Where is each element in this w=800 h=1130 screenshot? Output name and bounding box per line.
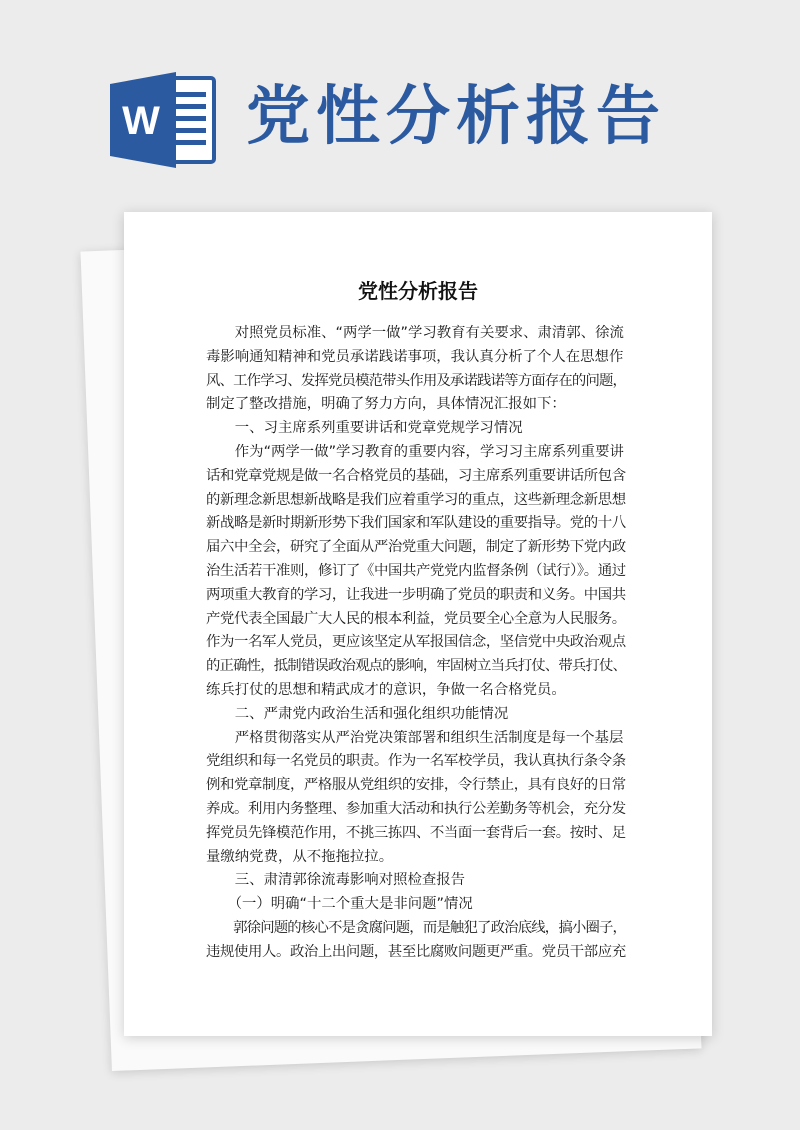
text-line: 作为一名军人党员，更应该坚定从军报国信念，坚信党中央政治观点	[206, 634, 626, 651]
text-line: 例和党章制度，严格服从党组织的安排，令行禁止，具有良好的日常	[206, 777, 626, 794]
text-line: 作为“两学一做”学习教育的重要内容，学习习主席系列重要讲	[206, 443, 624, 460]
text-line: 的正确性，抵制错误政治观点的影响，牢固树立当兵打仗、带兵打仗、	[206, 658, 627, 675]
text-line: 养成。利用内务整理、参加重大活动和执行公差勤务等机会，充分发	[206, 800, 626, 817]
text-line: 制定了整改措施，明确了努力方向，具体情况汇报如下：	[206, 396, 566, 413]
text-line: 对照党员标准、“两学一做”学习教育有关要求、肃清郭、徐流	[206, 325, 624, 341]
word-icon-letter: W	[122, 99, 160, 143]
text-line: 郭徐问题的核心不是贪腐问题，而是触犯了政治底线，搞小圈子，	[206, 919, 627, 936]
text-line: 违规使用人。政治上出问题，甚至比腐败问题更严重。党员干部应充	[206, 943, 626, 960]
document-page	[124, 212, 712, 1036]
text-line: 治生活若干准则，修订了《中国共产党党内监督条例（试行）》。通过	[206, 562, 626, 579]
text-line: 挥党员先锋模范作用，不挑三拣四、不当面一套背后一套。按时、足	[206, 824, 626, 841]
word-document-icon	[110, 70, 220, 170]
text-line: 练兵打仗的思想和精武成才的意识，争做一名合格党员。	[206, 681, 566, 698]
text-line: 严格贯彻落实从严治党决策部署和组织生活制度是每一个基层	[206, 729, 624, 746]
text-line: 两项重大教育的学习，让我进一步明确了党员的职责和义务。中国共	[206, 586, 626, 603]
text-line: 风、工作学习、发挥党员模范带头作用及承诺践诺等方面存在的问题，	[206, 372, 627, 389]
header-banner	[0, 0, 800, 180]
text-line: 毒影响通知精神和党员承诺践诺事项，我认真分析了个人在思想作	[206, 348, 624, 365]
document-body	[206, 322, 626, 965]
document-title: 党性分析报告	[358, 279, 478, 303]
section-heading: 二、严肃党内政治生活和强化组织功能情况	[206, 705, 509, 722]
text-line: 党组织和每一名党员的职责。作为一名军校学员，我认真执行条令条	[206, 753, 626, 770]
text-line: 产党代表全国最广大人民的根本利益，党员要全心全意为人民服务。	[206, 610, 626, 627]
text-line: 届六中全会，研究了全面从严治党重大问题，制定了新形势下党内政	[206, 539, 626, 556]
section-heading: 三、肃清郭徐流毒影响对照检查报告	[206, 872, 466, 889]
banner-title: 党性分析报告	[246, 80, 666, 154]
text-line: 话和党章党规是做一名合格党员的基础，习主席系列重要讲话所包含	[206, 467, 626, 484]
text-line: 新战略是新时期新形势下我们国家和军队建设的重要指导。党的十八	[206, 515, 626, 532]
section-heading: 一、习主席系列重要讲话和党章党规学习情况	[206, 420, 523, 437]
text-line: 的新理念新思想新战略是我们应着重学习的重点，这些新理念新思想	[206, 491, 626, 508]
text-line: 量缴纳党费，从不拖拖拉拉。	[206, 848, 394, 865]
subsection-heading: （一）明确“十二个重大是非问题”情况	[206, 896, 473, 913]
